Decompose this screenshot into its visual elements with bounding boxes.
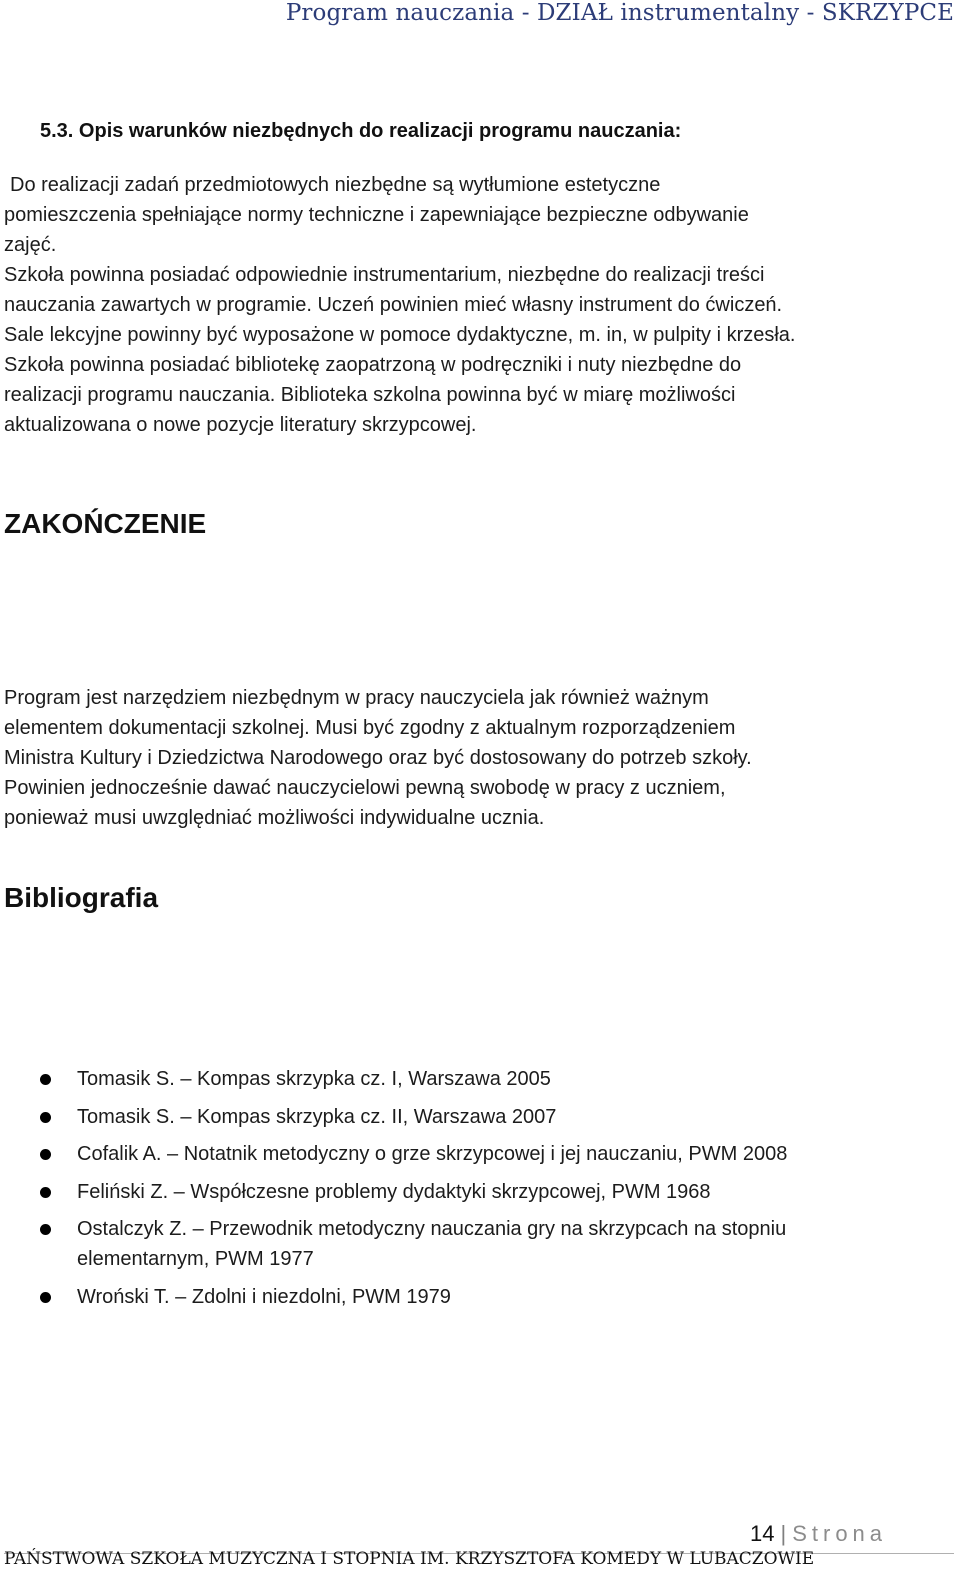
bibliography-text: Feliński Z. – Współczesne problemy dydaktyki skrzypcowej, PWM 1968 (77, 1180, 711, 1203)
paragraph-line: elementem dokumentacji szkolnej. Musi być zgodny z aktualnym rozporządzeniem (4, 717, 736, 739)
paragraph-line: Sale lekcyjne powinny być wyposażone w pomoce dydaktyczne, m. in, w pulpity i krzesła. (4, 324, 796, 346)
paragraph-line: Program jest narzędziem niezbędnym w pracy nauczyciela jak również ważnym (4, 687, 709, 709)
bibliography-text: Wroński T. – Zdolni i niezdolni, PWM 1979 (77, 1285, 451, 1308)
zakonczenie-heading: ZAKOŃCZENIE (4, 508, 207, 539)
bibliography-item (0, 1282, 960, 1312)
bibliography-text: elementarnym, PWM 1977 (77, 1248, 314, 1271)
paragraph-line: realizacji programu nauczania. Biblioteka szkolna powinna być w miarę możliwości (4, 384, 736, 406)
paragraph-line: Szkoła powinna posiadać bibliotekę zaopatrzoną w podręczniki i nuty niezbędne do (4, 354, 742, 376)
bibliography-text: Ostalczyk Z. – Przewodnik metodyczny nauczania gry na skrzypcach na stopniu (77, 1218, 787, 1241)
paragraph-line: aktualizowana o nowe pozycje literatury skrzypcowej. (4, 414, 477, 436)
paragraph-line: nauczania zawartych w programie. Uczeń powinien mieć własny instrument do ćwiczeń. (4, 294, 783, 316)
zakonczenie-paragraph (4, 683, 954, 833)
bullet-icon (40, 1112, 51, 1123)
bullet-icon (40, 1187, 51, 1198)
bullet-icon (40, 1292, 51, 1303)
paragraph-line: Szkoła powinna posiadać odpowiednie instrumentarium, niezbędne do realizacji treści (4, 264, 765, 286)
bibliography-item (0, 1139, 960, 1169)
bibliography-text: Tomasik S. – Kompas skrzypka cz. I, Warszawa 2005 (77, 1068, 551, 1090)
page-word: Strona (792, 1521, 888, 1546)
bibliography-item (0, 1064, 960, 1094)
bullet-icon (40, 1224, 51, 1235)
bibliography-text: Cofalik A. – Notatnik metodyczny o grze skrzypcowej i jej nauczaniu, PWM 2008 (77, 1143, 788, 1166)
paragraph-line: zajęć. (4, 234, 57, 256)
bullet-icon (40, 1149, 51, 1160)
page-number-value: 14 (750, 1521, 775, 1546)
paragraph-line: Ministra Kultury i Dziedzictwa Narodowego oraz być dostosowany do potrzeb szkoły. (4, 747, 752, 769)
conditions-paragraph (4, 170, 954, 440)
bibliography-item (0, 1214, 960, 1274)
paragraph-line: pomieszczenia spełniające normy techniczne i zapewniające bezpieczne odbywanie (4, 204, 749, 226)
paragraph-line: Powinien jednocześnie dawać nauczycielowi pewną swobodę w pracy z uczniem, (4, 777, 726, 799)
paragraph-line: Do realizacji zadań przedmiotowych niezbędne są wytłumione estetyczne (10, 174, 661, 196)
page-number (750, 1521, 887, 1547)
running-header: Program nauczania - DZIAŁ instrumentalny - SKRZYPCE (285, 0, 954, 26)
bullet-icon (40, 1074, 51, 1085)
section-heading-5-3: 5.3. Opis warunków niezbędnych do realizacji programu nauczania: (40, 120, 682, 142)
bibliography-item (0, 1102, 960, 1132)
bibliography-list (0, 1064, 960, 1320)
bibliography-item (0, 1177, 960, 1207)
bibliografia-heading: Bibliografia (4, 882, 159, 913)
page-number-separator: | (780, 1521, 787, 1546)
bibliography-text: Tomasik S. – Kompas skrzypka cz. II, Warszawa 2007 (77, 1105, 557, 1128)
paragraph-line: ponieważ musi uwzględniać możliwości indywidualne ucznia. (4, 807, 545, 829)
footer-school-name: PAŃSTWOWA SZKOŁA MUZYCZNA I STOPNIA IM. KRZYSZTOFA KOMEDY W LUBACZOWIE (4, 1549, 815, 1569)
